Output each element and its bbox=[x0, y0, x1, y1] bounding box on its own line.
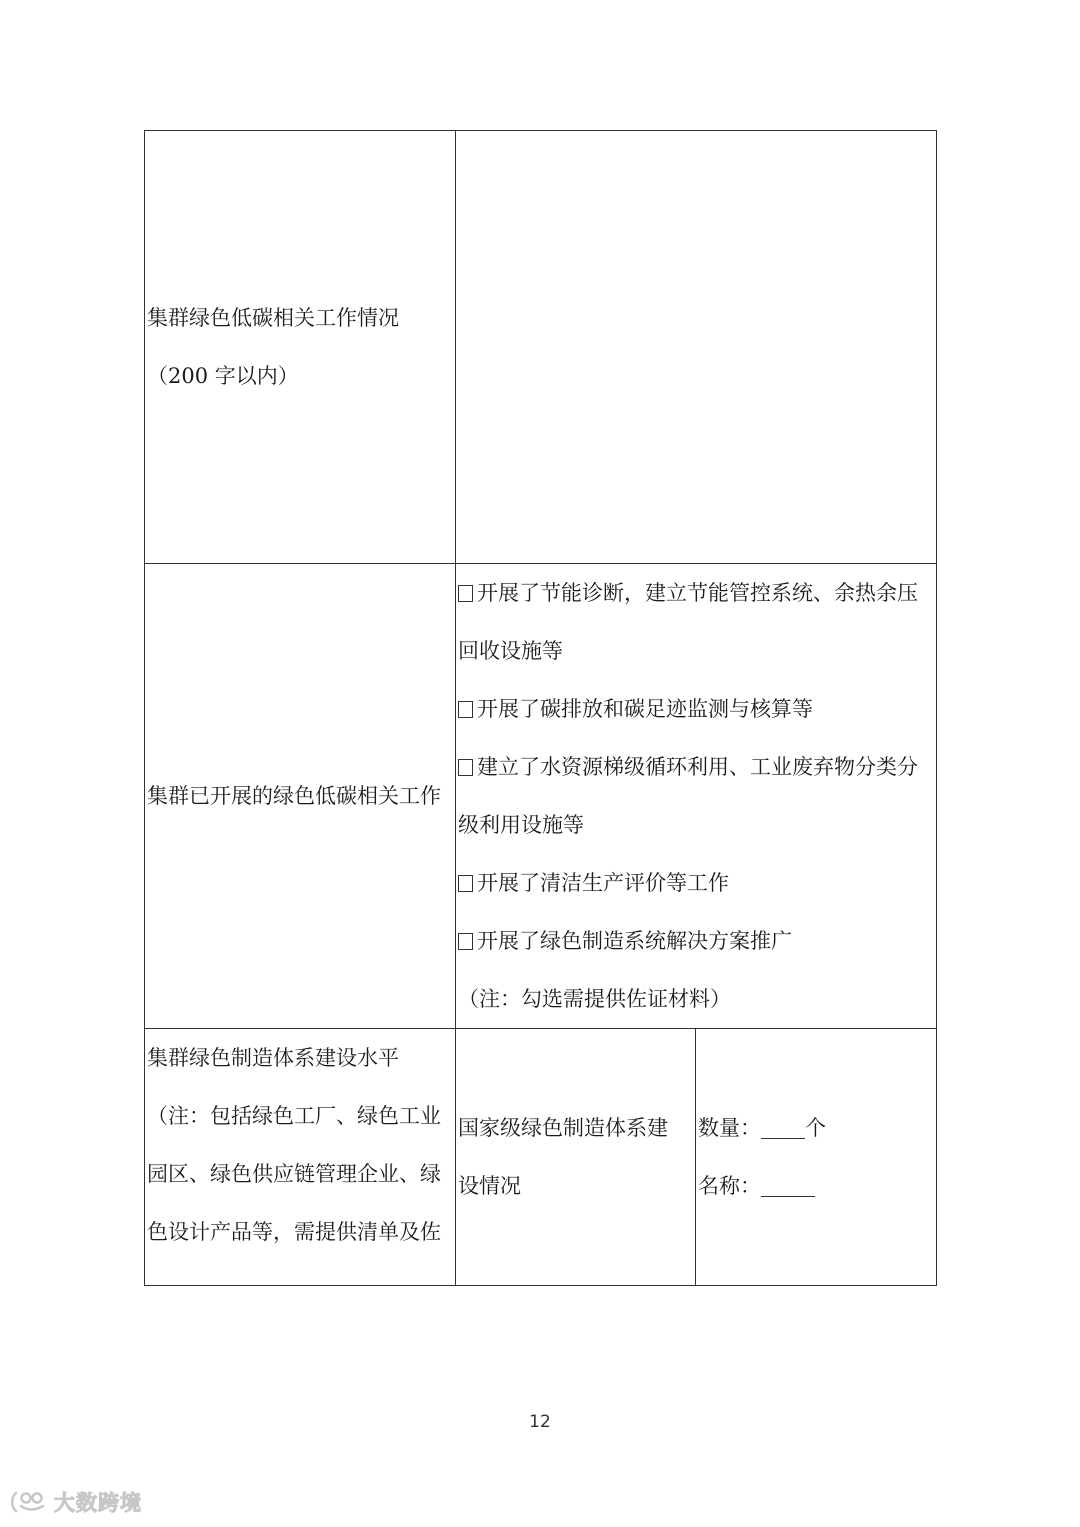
label-manufacturing-line-1: 集群绿色制造体系建设水平 bbox=[147, 1046, 399, 1070]
option-carbon-monitoring[interactable]: 开展了碳排放和碳足迹监测与核算等 bbox=[458, 680, 934, 738]
option-clean-production[interactable]: 开展了清洁生产评价等工作 bbox=[458, 854, 934, 912]
quantity-label: 数量： bbox=[698, 1116, 761, 1140]
checkbox-icon[interactable] bbox=[458, 759, 473, 776]
option-energy-diagnosis-cont: 回收设施等 bbox=[458, 639, 563, 663]
quantity-line bbox=[698, 1099, 934, 1157]
watermark bbox=[10, 1488, 142, 1516]
national-level-line-1: 国家级绿色制造体系建 bbox=[458, 1116, 668, 1140]
label-manufacturing-line-3: 园区、绿色供应链管理企业、绿 bbox=[147, 1162, 441, 1186]
label-status-title: 集群绿色低碳相关工作情况 bbox=[147, 306, 399, 330]
national-level-cell bbox=[456, 1029, 696, 1286]
quantity-name-cell bbox=[696, 1029, 937, 1286]
label-cell-manufacturing bbox=[145, 1029, 456, 1286]
brand-logo-icon bbox=[10, 1489, 50, 1515]
checkbox-icon[interactable] bbox=[458, 933, 473, 950]
application-form-table bbox=[144, 130, 937, 1286]
national-level-line-2: 设情况 bbox=[458, 1174, 521, 1198]
option-water-recycling[interactable]: 建立了水资源梯级循环利用、工业废弃物分类分 bbox=[458, 738, 934, 796]
label-work-title: 集群已开展的绿色低碳相关工作 bbox=[147, 784, 441, 808]
name-label: 名称： bbox=[698, 1174, 761, 1198]
label-status-limit: （200 字以内） bbox=[147, 364, 299, 388]
option-energy-diagnosis[interactable]: 开展了节能诊断，建立节能管控系统、余热余压 bbox=[458, 564, 934, 622]
quantity-unit: 个 bbox=[805, 1116, 826, 1140]
name-line bbox=[698, 1157, 934, 1215]
checkbox-icon[interactable] bbox=[458, 701, 473, 718]
option-green-solution[interactable]: 开展了绿色制造系统解决方案推广 bbox=[458, 912, 934, 970]
checkbox-icon[interactable] bbox=[458, 585, 473, 602]
options-note: （注：勾选需提供佐证材料） bbox=[458, 987, 731, 1011]
option-water-recycling-cont: 级利用设施等 bbox=[458, 813, 584, 837]
row-green-lowcarbon-work bbox=[145, 564, 937, 1029]
status-content-field[interactable] bbox=[456, 131, 937, 564]
work-options-cell bbox=[456, 564, 937, 1029]
label-manufacturing-line-4: 色设计产品等，需提供清单及佐 bbox=[147, 1220, 441, 1244]
label-manufacturing-line-2: （注：包括绿色工厂、绿色工业 bbox=[147, 1104, 441, 1128]
row-green-manufacturing-level bbox=[145, 1029, 937, 1286]
label-cell-status bbox=[145, 131, 456, 564]
label-cell-work bbox=[145, 564, 456, 1029]
row-green-lowcarbon-status bbox=[145, 131, 937, 564]
quantity-blank-field[interactable] bbox=[761, 1116, 805, 1139]
page-number: 12 bbox=[529, 1412, 551, 1432]
name-blank-field[interactable] bbox=[761, 1174, 815, 1197]
checkbox-icon[interactable] bbox=[458, 875, 473, 892]
watermark-text: 大数跨境 bbox=[54, 1491, 142, 1515]
